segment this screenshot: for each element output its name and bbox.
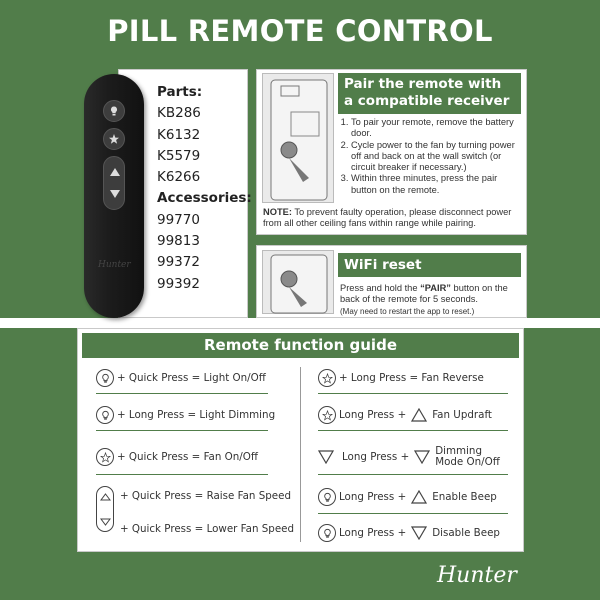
pair-illustration <box>262 73 334 203</box>
part-item: K6266 <box>157 169 201 186</box>
wifi-title: WiFi reset <box>338 253 521 277</box>
row-divider <box>318 513 508 514</box>
parts-list <box>157 82 252 295</box>
row-divider <box>318 430 508 431</box>
row-divider <box>96 430 268 431</box>
accessory-item: 99813 <box>157 233 200 250</box>
row-divider <box>318 393 508 394</box>
row-divider <box>96 474 268 475</box>
function-guide-title: Remote function guide <box>82 333 519 358</box>
pair-step: 3. Within three minutes, press the pair button on the remote. <box>351 173 520 196</box>
wifi-illustration <box>262 250 334 314</box>
up-arrow-icon <box>411 408 427 422</box>
up-arrow-icon <box>411 490 427 504</box>
down-arrow-icon <box>411 526 427 540</box>
column-divider <box>300 367 301 542</box>
guide-row: + Long Press = Light Dimming <box>96 406 275 424</box>
pair-title: Pair the remote with a compatible receiver <box>338 73 521 114</box>
speed-rocker <box>103 156 125 210</box>
guide-row: + Quick Press = Lower Fan Speed <box>120 523 295 535</box>
row-divider <box>318 474 508 475</box>
page-title: PILL REMOTE CONTROL <box>107 14 493 48</box>
part-item: K6132 <box>157 126 201 143</box>
pair-step: 2. Cycle power to the fan by turning power off and back on at the wall switch (or circuit breaker if necessary.) <box>351 140 520 174</box>
wifi-instructions: Press and hold the “PAIR” button on the back of the remote for 5 seconds. (May need to restart the app to reset.) <box>340 283 508 316</box>
down-arrow-icon <box>414 450 430 464</box>
guide-row: + Quick Press = Light On/Off <box>96 369 266 387</box>
guide-row: Long Press + Enable Beep <box>318 488 497 506</box>
fan-star-icon <box>103 128 125 150</box>
down-arrow-icon <box>109 189 121 199</box>
accessory-item: 99770 <box>157 211 200 228</box>
down-arrow-icon <box>100 518 111 526</box>
pair-step: 1. To pair your remote, remove the battery door. <box>351 117 520 140</box>
remote-image <box>84 74 144 318</box>
guide-row: Long Press + Fan Updraft <box>318 406 492 424</box>
light-bulb-icon <box>103 100 125 122</box>
accessory-item: 99392 <box>157 275 200 292</box>
fan-icon <box>96 448 114 466</box>
guide-row: + Quick Press = Fan On/Off <box>96 448 258 466</box>
accessory-item: 99372 <box>157 254 200 271</box>
part-item: K5579 <box>157 147 201 164</box>
up-arrow-icon <box>100 493 111 501</box>
row-divider <box>96 393 268 394</box>
fan-icon <box>318 369 336 387</box>
guide-row: + Quick Press = Raise Fan Speed <box>120 490 291 502</box>
guide-row: Long Press + Dimming Mode On/Off <box>318 446 507 468</box>
parts-heading: Parts: <box>157 84 203 100</box>
fan-icon <box>318 406 336 424</box>
remote-logo: Hunter <box>98 260 131 270</box>
down-arrow-icon <box>318 450 334 464</box>
light-bulb-icon <box>96 369 114 387</box>
light-bulb-icon <box>318 524 336 542</box>
guide-row: + Long Press = Fan Reverse <box>318 369 484 387</box>
accessories-heading: Accessories: <box>157 190 252 207</box>
brand-logo: Hunter <box>437 563 517 588</box>
speed-rocker-icon <box>96 486 114 532</box>
part-item: KB286 <box>157 105 201 122</box>
band-gap <box>0 318 600 328</box>
pair-steps <box>340 117 520 196</box>
light-bulb-icon <box>96 406 114 424</box>
light-bulb-icon <box>318 488 336 506</box>
guide-row: Long Press + Disable Beep <box>318 524 500 542</box>
pair-note: NOTE: To prevent faulty operation, please disconnect power from all other ceiling fans within range while pairing. <box>263 207 512 229</box>
up-arrow-icon <box>109 167 121 177</box>
